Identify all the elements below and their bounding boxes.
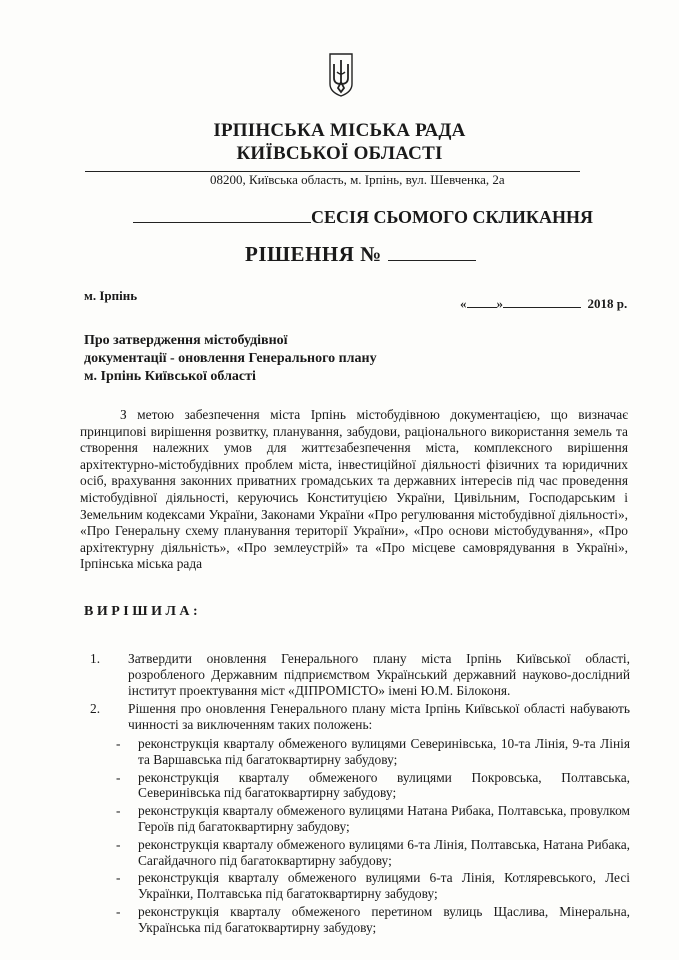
exception-text: реконструкція кварталу обмеженого вулицями 6-та Лінія, Котляревського, Лесі Українки, Полтавська під багатоквартирну забудову;: [138, 870, 630, 902]
council-address: 08200, Київська область, м. Ірпінь, вул. Шевченка, 2а: [210, 172, 505, 187]
region-name: КИЇВСЬКОЇ ОБЛАСТІ: [236, 143, 443, 164]
resolved-heading: ВИРІШИЛА:: [84, 604, 202, 619]
decision-subject: [84, 332, 377, 386]
exception-text: реконструкція кварталу обмеженого вулицями 6-та Лінія, Полтавська, Натана Рибака, Сагайдачного під багатоквартирну забудову;: [138, 836, 630, 868]
list-item: [90, 651, 630, 698]
exceptions-list: [116, 736, 630, 936]
session-number-blank: [133, 222, 311, 223]
exception-item: [116, 837, 630, 869]
place: м. Ірпінь: [84, 288, 138, 303]
preamble-text: З метою забезпечення міста Ірпінь містобудівною документацією, що визначає принципові вирішення розвитку, планування, забудови, раціонального використання земель та створення належних умов для життєзабезпечення міста, комплексного вирішення архітектурно-містобудівних проблем міста, інвестиційної діяльності фізичних та юридичних осіб, врахування законних приватних громадських та державних інтересів під час проведення містобудівної діяльності, керуючись Конституцією України, Цивільним, Господарським і Земельним кодексами України, Законами України «Про регулювання містобудівної діяльності», «Про Генеральну схему планування території України», «Про основи містобудування», «Про архітектурну діяльність», «Про землеустрій» та «Про місцеве самоврядування в Україні», Ірпінська міська рада: [80, 407, 628, 572]
exception-text: реконструкція кварталу обмеженого вулицями Покровська, Полтавська, Северинівська під багатоквартирну забудову;: [138, 769, 630, 801]
council-name: ІРПІНСЬКА МІСЬКА РАДА: [213, 120, 466, 141]
decision-title: РІШЕННЯ №: [245, 242, 382, 266]
subject-line: м. Ірпінь Київської області: [84, 369, 256, 384]
exception-text: реконструкція кварталу обмеженого вулицями Северинівська, 10-та Лінія, 9-та Лінія та Варшавська під багатоквартирну забудову;: [138, 735, 630, 767]
date-year: 2018 р.: [587, 296, 628, 311]
trident-emblem-icon: [328, 52, 354, 98]
subject-line: Про затвердження містобудівної: [84, 333, 288, 348]
bullet-dash: -: [116, 769, 121, 785]
month-blank: [503, 307, 581, 308]
exception-item: [116, 736, 630, 768]
date-line: [460, 296, 627, 312]
bullet-dash: -: [116, 870, 121, 886]
bullet-dash: -: [116, 903, 121, 919]
bullet-dash: -: [116, 836, 121, 852]
session-title: СЕСІЯ СЬОМОГО СКЛИКАННЯ: [311, 207, 593, 227]
session-line: [133, 207, 593, 228]
decision-number-blank: [388, 260, 476, 261]
date-close-quote: »: [496, 296, 503, 311]
exception-text: реконструкція кварталу обмеженого вулицями Натана Рибака, Полтавська, провулком Героїв під багатоквартирну забудову;: [138, 803, 630, 834]
item-number: 2.: [90, 701, 101, 717]
exception-item: [116, 870, 630, 902]
preamble-paragraph: [80, 407, 628, 573]
item-text: Рішення про оновлення Генерального плану міста Ірпінь Київської області набувають чинності за виключенням таких положень:: [128, 701, 630, 733]
list-item: [90, 701, 630, 733]
exception-text: реконструкція кварталу обмеженого перетином вулиць Щаслива, Мінеральна, Українська під багатоквартирну забудову;: [138, 903, 630, 935]
bullet-dash: -: [116, 803, 121, 819]
item-number: 1.: [90, 651, 101, 666]
exception-item: [116, 770, 630, 802]
bullet-dash: -: [116, 735, 121, 751]
exception-item: [116, 904, 630, 936]
item-text: Затвердити оновлення Генерального плану міста Ірпінь Київської області, розробленого Державним підприємством Український державний науково-дослідний інститут проектування міст «ДІПРОМІСТО» імені Ю.М. Білоконя.: [128, 651, 630, 698]
decision-items: [90, 651, 630, 938]
day-blank: [467, 307, 497, 308]
date-open-quote: «: [460, 296, 467, 311]
exception-item: [116, 803, 630, 835]
subject-line: документації - оновлення Генерального плану: [84, 351, 377, 366]
decision-title-line: [245, 242, 476, 267]
